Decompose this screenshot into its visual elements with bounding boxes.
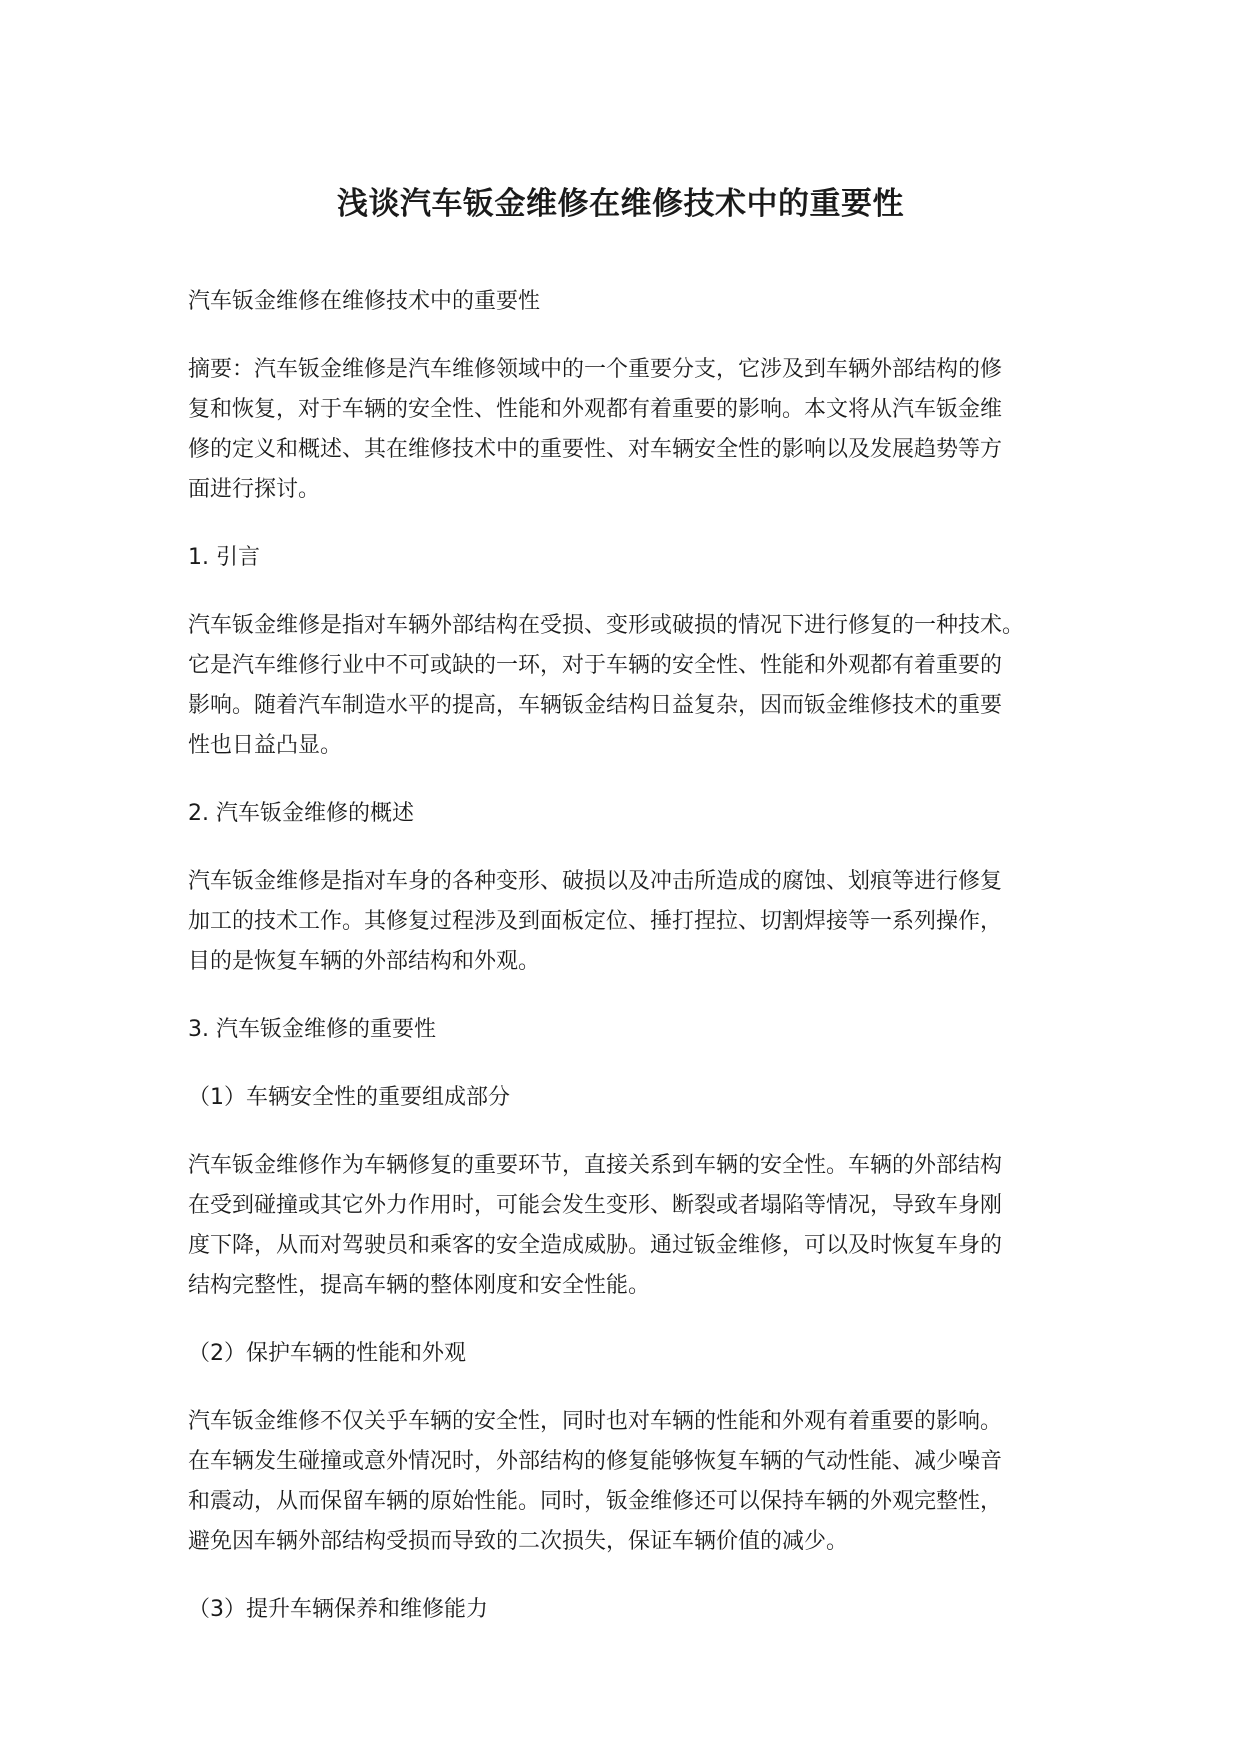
paragraph-line: 汽车钣金维修作为车辆修复的重要环节，直接关系到车辆的安全性。车辆的外部结构 [188,1153,1003,1178]
paragraph-line: 汽车钣金维修不仅关乎车辆的安全性，同时也对车辆的性能和外观有着重要的影响。 [188,1409,1003,1434]
performance-paragraph [188,1402,1058,1562]
abstract-line: 摘要：汽车钣金维修是汽车维修领域中的一个重要分支，它涉及到车辆外部结构的修 [188,357,1003,382]
document-body [188,282,1058,1658]
document-title: 浅谈汽车钣金维修在维修技术中的重要性 [337,186,904,222]
paragraph-line: 结构完整性，提高车辆的整体刚度和安全性能。 [188,1273,651,1298]
overview-paragraph [188,862,1058,982]
paragraph-line: 避免因车辆外部结构受损而导致的二次损失，保证车辆价值的减少。 [188,1529,849,1554]
section-heading-overview: 2. 汽车钣金维修的概述 [188,801,414,826]
subsection-heading-maintenance: （3）提升车辆保养和维修能力 [188,1597,488,1622]
paragraph-line: 汽车钣金维修是指对车辆外部结构在受损、变形或破损的情况下进行修复的一种技术。 [188,613,1025,638]
paragraph-line: 目的是恢复车辆的外部结构和外观。 [188,949,541,974]
paragraph-line: 和震动，从而保留车辆的原始性能。同时，钣金维修还可以保持车辆的外观完整性， [188,1489,1003,1514]
section-heading-importance: 3. 汽车钣金维修的重要性 [188,1017,436,1042]
paragraph-line: 在车辆发生碰撞或意外情况时，外部结构的修复能够恢复车辆的气动性能、减少噪音 [188,1449,1003,1474]
paragraph-line: 性也日益凸显。 [188,733,343,758]
document-subtitle: 汽车钣金维修在维修技术中的重要性 [188,289,541,314]
intro-paragraph [188,606,1058,766]
paragraph-line: 在受到碰撞或其它外力作用时，可能会发生变形、断裂或者塌陷等情况，导致车身刚 [188,1193,1003,1218]
paragraph-line: 加工的技术工作。其修复过程涉及到面板定位、捶打捏拉、切割焊接等一系列操作， [188,909,1003,934]
abstract-paragraph [188,350,1058,510]
section-heading-intro: 1. 引言 [188,545,260,570]
paragraph-line: 它是汽车维修行业中不可或缺的一环，对于车辆的安全性、性能和外观都有着重要的 [188,653,1003,678]
subsection-heading-performance: （2）保护车辆的性能和外观 [188,1341,466,1366]
abstract-line: 复和恢复，对于车辆的安全性、性能和外观都有着重要的影响。本文将从汽车钣金维 [188,397,1003,422]
paragraph-line: 度下降，从而对驾驶员和乘客的安全造成威胁。通过钣金维修，可以及时恢复车身的 [188,1233,1003,1258]
paragraph-line: 汽车钣金维修是指对车身的各种变形、破损以及冲击所造成的腐蚀、划痕等进行修复 [188,869,1003,894]
paragraph-line: 影响。随着汽车制造水平的提高，车辆钣金结构日益复杂，因而钣金维修技术的重要 [188,693,1003,718]
abstract-line: 面进行探讨。 [188,477,321,502]
subsection-heading-safety: （1）车辆安全性的重要组成部分 [188,1085,510,1110]
safety-paragraph [188,1146,1058,1306]
abstract-line: 修的定义和概述、其在维修技术中的重要性、对车辆安全性的影响以及发展趋势等方 [188,437,1003,462]
